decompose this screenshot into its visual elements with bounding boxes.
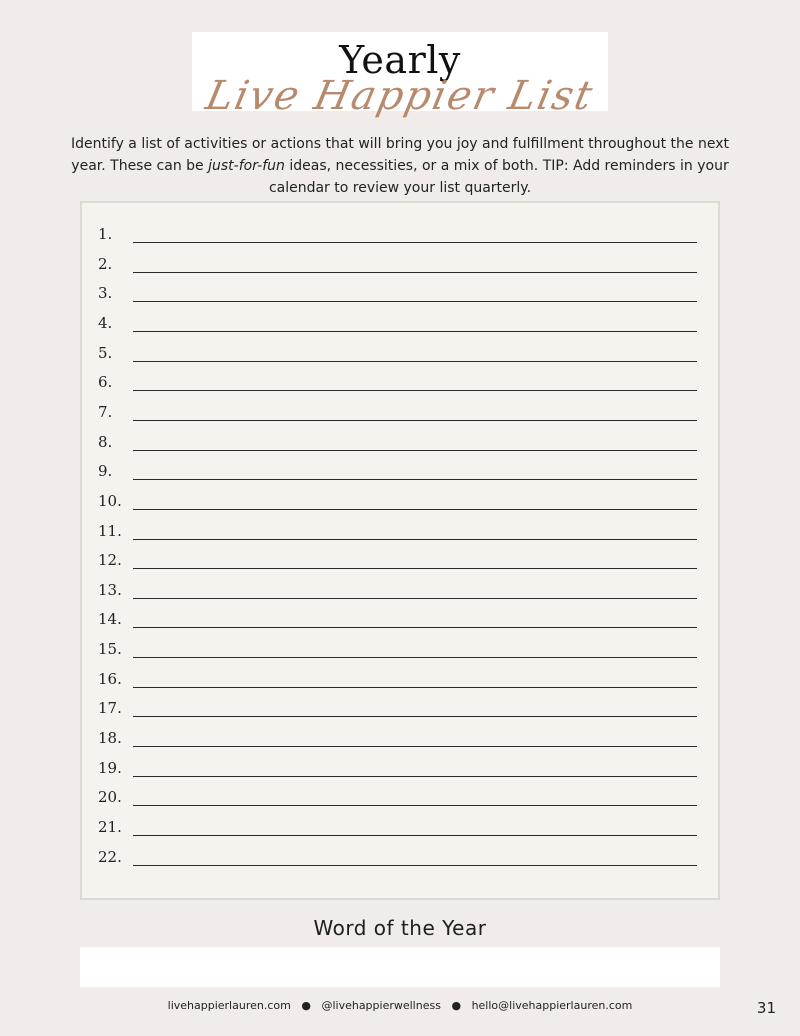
- list-item: [82, 816, 718, 846]
- list-item-line[interactable]: [133, 361, 697, 362]
- list-item: [82, 371, 718, 401]
- list-item-line[interactable]: [133, 776, 697, 777]
- list-item-line[interactable]: [133, 805, 697, 806]
- list-item-number: 15.: [98, 640, 122, 659]
- list-item-number: 18.: [98, 729, 122, 748]
- list-item-line[interactable]: [133, 657, 697, 658]
- list-item-line[interactable]: [133, 746, 697, 747]
- list-item-number: 22.: [98, 847, 122, 866]
- page-number: 31: [756, 999, 776, 1017]
- list-item-line[interactable]: [133, 865, 697, 866]
- list-item: [82, 727, 718, 757]
- footer-email: hello@livehappierlauren.com: [471, 999, 633, 1012]
- list-item-line[interactable]: [133, 716, 697, 717]
- list-item-number: 2.: [98, 254, 113, 273]
- list-item: [82, 757, 718, 787]
- list-item: [82, 697, 718, 727]
- list-item-line[interactable]: [133, 331, 697, 332]
- list-item-number: 9.: [98, 462, 113, 481]
- list-item-line[interactable]: [133, 450, 697, 451]
- list-item-number: 1.: [98, 225, 113, 243]
- list-item-number: 19.: [98, 758, 122, 777]
- list-item: [82, 282, 718, 312]
- list-item: [82, 312, 718, 342]
- page-title: Yearly: [339, 38, 461, 82]
- list-item: [82, 460, 718, 490]
- list-item: [82, 401, 718, 431]
- title-box: [192, 32, 608, 119]
- list-item-line[interactable]: [133, 687, 697, 688]
- list-item-line[interactable]: [133, 627, 697, 628]
- list-item-line[interactable]: [133, 479, 697, 480]
- list-item-number: 3.: [98, 284, 113, 303]
- list-item: [82, 223, 718, 253]
- word-of-year-field[interactable]: [80, 947, 720, 987]
- list-item-line[interactable]: [133, 272, 697, 273]
- list-item-number: 10.: [98, 491, 122, 510]
- intro-emphasis: just-for-fun: [208, 158, 285, 174]
- list-box: [80, 201, 720, 900]
- intro-part-2: ideas, necessities, or a mix of both. TIP: Add reminders in your calendar to review your list quarterly.: [268, 158, 729, 196]
- list-item-line[interactable]: [133, 598, 697, 599]
- list-item-number: 17.: [98, 699, 122, 718]
- list-item-line[interactable]: [133, 568, 697, 569]
- list-item-line[interactable]: [133, 835, 697, 836]
- list-item-line[interactable]: [133, 242, 697, 243]
- list-item: [82, 490, 718, 520]
- list-item-number: 20.: [98, 788, 122, 807]
- list-item-line[interactable]: [133, 420, 697, 421]
- list-item-number: 5.: [98, 343, 113, 362]
- list-item-number: 4.: [98, 313, 113, 332]
- list-item-line[interactable]: [133, 390, 697, 391]
- list-item: [82, 253, 718, 283]
- footer-separator: ●: [301, 999, 311, 1012]
- list-item: [82, 431, 718, 461]
- word-of-year-title: Word of the Year: [313, 916, 487, 940]
- list-item-number: 14.: [98, 610, 122, 629]
- list-item: [82, 668, 718, 698]
- list-item: [82, 846, 718, 876]
- footer-website: livehappierlauren.com: [167, 999, 291, 1012]
- script-subtitle: Live Happier List: [201, 73, 599, 119]
- footer: [0, 999, 800, 1012]
- list-item: [82, 549, 718, 579]
- list-item-number: 7.: [98, 402, 113, 421]
- list-item: [82, 342, 718, 372]
- list-item-number: 12.: [98, 551, 122, 570]
- list-item-number: 13.: [98, 580, 122, 599]
- footer-separator: ●: [451, 999, 462, 1012]
- list-item: [82, 786, 718, 816]
- list-item: [82, 638, 718, 668]
- list-item-line[interactable]: [133, 539, 697, 540]
- list-item: [82, 579, 718, 609]
- list-item-number: 16.: [98, 669, 122, 688]
- footer-social: @livehappierwellness: [321, 999, 441, 1012]
- list-item-number: 21.: [98, 818, 122, 836]
- intro-text: [70, 133, 730, 199]
- list-item-number: 6.: [98, 373, 113, 392]
- intro-part-1: Identify a list of activities or actions that will bring you joy and fulfillment throughout the next year. These can be: [71, 136, 729, 174]
- list-item: [82, 520, 718, 550]
- list-item-line[interactable]: [133, 509, 697, 510]
- list-item-number: 8.: [98, 432, 113, 451]
- list-item-line[interactable]: [133, 301, 697, 302]
- list-item-number: 11.: [98, 521, 122, 540]
- list-item: [82, 608, 718, 638]
